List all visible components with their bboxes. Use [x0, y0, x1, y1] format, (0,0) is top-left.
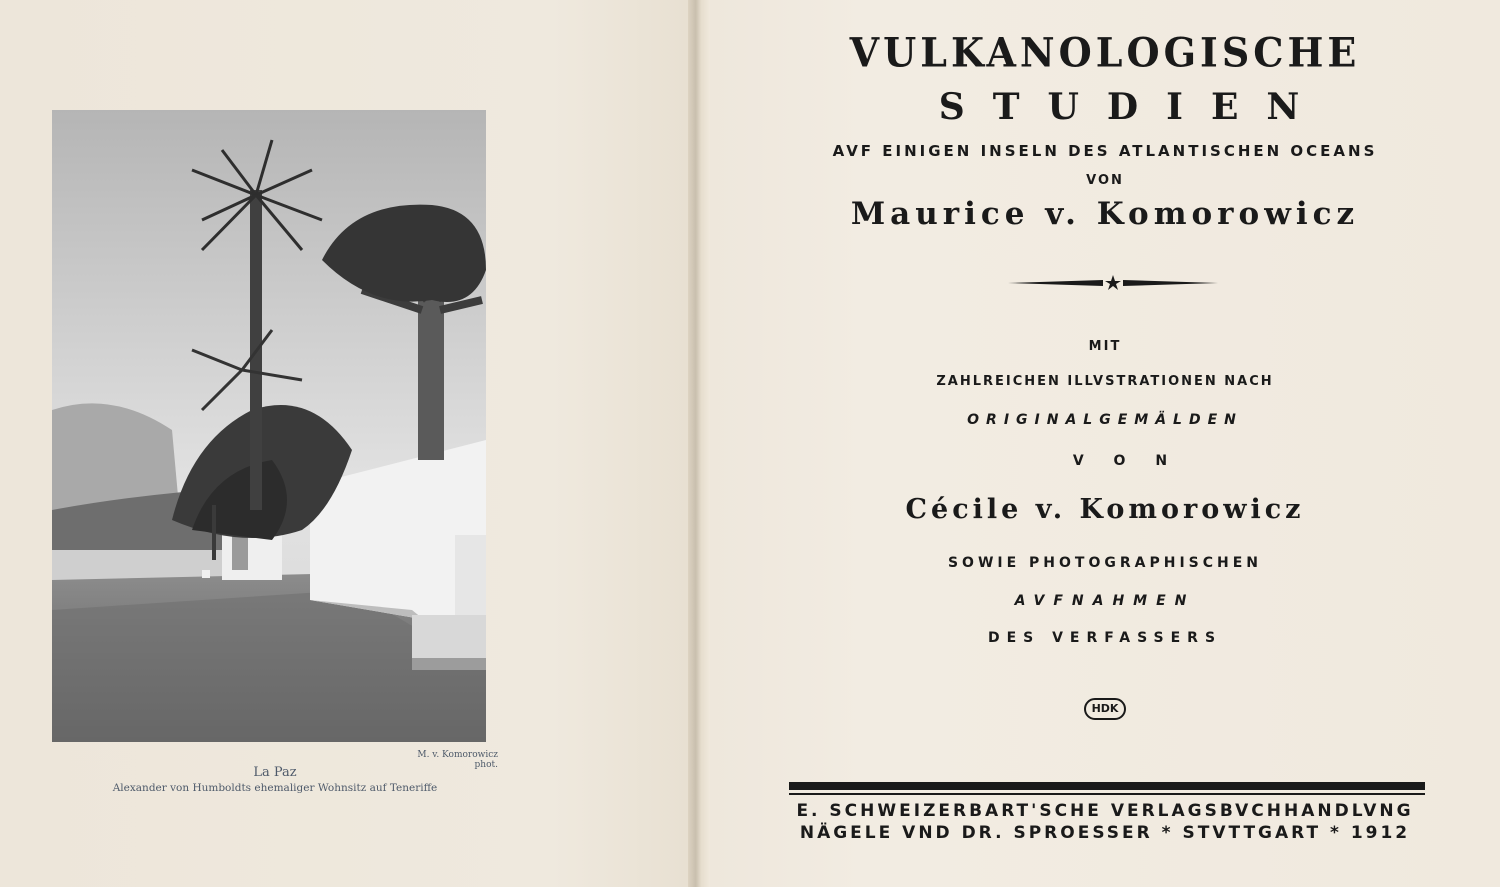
- publisher-mark: HDK: [1084, 698, 1127, 720]
- publisher-line-1: E. SCHWEIZERBART'SCHE VERLAGSBVCHHANDLVNG: [796, 801, 1414, 821]
- illustrations-line: ZAHLREICHEN ILLVSTRATIONEN NACH: [936, 374, 1274, 389]
- illustrator-name: Cécile v. Komorowicz: [905, 494, 1305, 525]
- subtitle: AVF EINIGEN INSELN DES ATLANTISCHEN OCEANS: [832, 142, 1378, 160]
- book-gutter: [688, 0, 710, 887]
- title-line-2: STUDIEN: [938, 86, 1328, 128]
- photo-credit: M. v. Komorowicz phot.: [417, 750, 498, 770]
- title-line-1: VULKANOLOGISCHE: [849, 28, 1361, 77]
- publisher-line-2: NÄGELE VND DR. SPROESSER * STVTTGART * 1912: [799, 823, 1411, 843]
- caption-subtitle: Alexander von Humboldts ehemaliger Wohnsitz auf Teneriffe: [112, 782, 438, 794]
- rule-thin: [789, 793, 1425, 795]
- ornament-divider-icon: [1008, 272, 1218, 294]
- rule-thick: [789, 782, 1425, 790]
- sowie-line: SOWIE PHOTOGRAPHISCHEN: [947, 555, 1263, 571]
- des-verfassers-line: DES VERFASSERS: [987, 630, 1223, 646]
- publisher-mark-wrap: [710, 697, 1500, 721]
- right-page: [710, 0, 1500, 887]
- von-label-2: VON: [1072, 453, 1198, 469]
- la-paz-photograph: [52, 110, 486, 742]
- originalgemaelden-line: ORIGINALGEMÄLDEN: [967, 412, 1243, 428]
- author-name: Maurice v. Komorowicz: [850, 196, 1360, 232]
- caption-title: La Paz: [253, 765, 297, 780]
- von-label-1: VON: [1086, 173, 1124, 188]
- left-page: [0, 0, 690, 887]
- mit-label: MIT: [1088, 339, 1122, 354]
- aufnahmen-line: AVFNAHMEN: [1014, 593, 1196, 609]
